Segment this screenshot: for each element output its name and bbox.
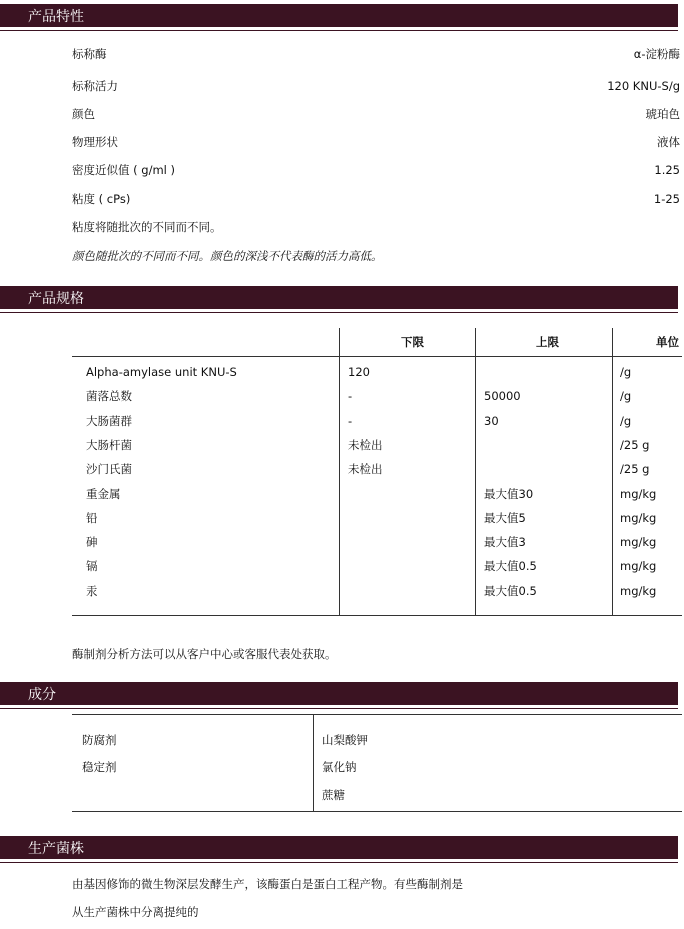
- spec-cell-item: 汞: [86, 583, 98, 598]
- spec-table: [72, 328, 682, 616]
- spec-cell-upper: 最大值3: [484, 535, 526, 550]
- property-label: 标称酶: [72, 47, 107, 61]
- spec-cell-upper: 50000: [484, 389, 521, 404]
- property-value: α-淀粉酶: [633, 47, 680, 61]
- spec-cell-unit: /25 g: [620, 437, 650, 452]
- spec-cell-unit: /g: [620, 365, 632, 379]
- spec-method-note: 酶制剂分析方法可以从客户中心或客服代表处获取。: [72, 647, 337, 661]
- spec-cell-upper: 最大值0.5: [484, 559, 537, 574]
- spec-header-upper: 上限: [536, 335, 559, 349]
- section-header-specs: 产品规格: [0, 286, 678, 312]
- spec-cell-item: 大肠杆菌: [86, 437, 132, 452]
- spec-cell-item: 沙门氏菌: [86, 462, 132, 477]
- property-label: 颜色: [72, 107, 95, 121]
- property-note-color: 颜色随批次的不同而不同。颜色的深浅不代表酶的活力高低。: [72, 249, 383, 263]
- spec-cell-lower: -: [348, 413, 353, 428]
- spec-header-unit: 单位: [656, 335, 679, 349]
- property-label: 粘度 ( cPs): [72, 192, 131, 206]
- ingredient-label: 稳定剂: [82, 760, 117, 774]
- property-value: 1.25: [654, 163, 680, 177]
- property-value: 120 KNU-S/g: [607, 79, 680, 93]
- spec-cell-item: Alpha-amylase unit KNU-S: [86, 365, 237, 379]
- spec-cell-unit: /g: [620, 389, 632, 404]
- spec-header-lower: 下限: [401, 335, 424, 349]
- spec-cell-upper: 最大值5: [484, 510, 526, 525]
- ingredient-table: [72, 714, 682, 812]
- spec-cell-unit: mg/kg: [620, 510, 657, 525]
- property-row: [72, 76, 680, 96]
- property-label: 物理形状: [72, 135, 118, 149]
- property-label: 密度近似值 ( g/ml ): [72, 163, 176, 177]
- spec-cell-item: 铅: [86, 510, 98, 525]
- property-row: [72, 189, 680, 209]
- property-value: 1-25: [653, 192, 680, 206]
- spec-cell-lower: 120: [348, 365, 370, 379]
- strain-text-line-1: 由基因修饰的微生物深层发酵生产，该酶蛋白是蛋白工程产物。有些酶制剂是: [72, 877, 463, 891]
- spec-cell-upper: 最大值30: [484, 486, 534, 501]
- spec-cell-item: 大肠菌群: [86, 413, 132, 428]
- spec-cell-unit: mg/kg: [620, 583, 657, 598]
- spec-cell-unit: mg/kg: [620, 559, 657, 574]
- ingredient-value: 氯化钠: [322, 760, 357, 774]
- spec-cell-item: 菌落总数: [86, 389, 132, 404]
- ingredient-label: 防腐剂: [82, 733, 117, 747]
- spec-cell-item: 镉: [86, 559, 98, 574]
- spec-cell-unit: /25 g: [620, 462, 650, 477]
- spec-cell-lower: -: [348, 389, 353, 404]
- spec-cell-item: 重金属: [86, 486, 121, 501]
- ingredient-value: 蔗糖: [322, 788, 345, 802]
- spec-cell-lower: 未检出: [348, 437, 383, 452]
- spec-cell-unit: mg/kg: [620, 486, 657, 501]
- property-row: [72, 104, 680, 124]
- property-value: 液体: [657, 135, 680, 149]
- spec-cell-unit: mg/kg: [620, 535, 657, 550]
- spec-cell-unit: /g: [620, 413, 632, 428]
- spec-cell-upper: 最大值0.5: [484, 583, 537, 598]
- property-row: [72, 160, 680, 180]
- property-row: [72, 132, 680, 152]
- strain-text-line-2: 从生产菌株中分离提纯的: [72, 905, 199, 919]
- property-label: 标称活力: [72, 79, 118, 93]
- section-header-strain: 生产菌株: [0, 836, 678, 862]
- property-note-viscosity: 粘度将随批次的不同而不同。: [72, 220, 222, 234]
- ingredient-value: 山梨酸钾: [322, 733, 368, 747]
- property-value: 琥珀色: [645, 107, 680, 121]
- spec-cell-lower: 未检出: [348, 462, 383, 477]
- section-header-properties: 产品特性: [0, 4, 678, 30]
- spec-cell-item: 砷: [86, 535, 98, 550]
- spec-cell-upper: 30: [484, 413, 499, 428]
- property-row: [72, 44, 680, 64]
- section-header-ingredients: 成分: [0, 682, 678, 708]
